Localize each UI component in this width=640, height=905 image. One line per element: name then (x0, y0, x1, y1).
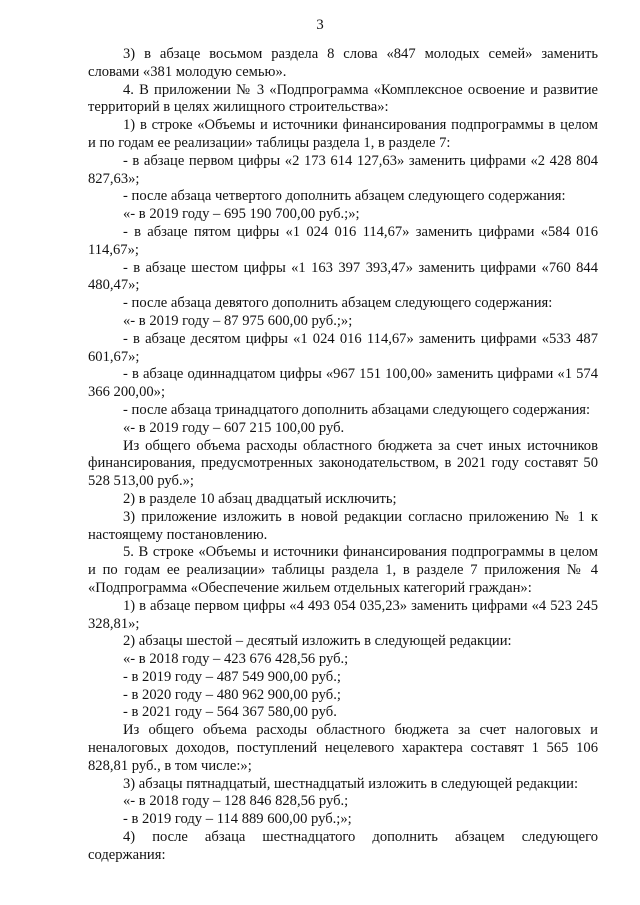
paragraph: 2) в разделе 10 абзац двадцатый исключить; (123, 490, 397, 507)
paragraph: «- в 2018 году – 128 846 828,56 руб.; (123, 793, 349, 810)
paragraph: «- в 2018 году – 423 676 428,56 руб.; (123, 651, 349, 668)
paragraph: 3) в абзаце восьмом раздела 8 слова «847 молодых семей» заменить словами «381 молодую семью». (88, 46, 598, 80)
page-number: 3 (316, 17, 324, 33)
paragraph: - в абзаце шестом цифры «1 163 397 393,47» заменить цифрами «760 844 480,47»; (88, 259, 598, 294)
document-body (88, 46, 598, 865)
paragraph: - после абзаца тринадцатого дополнить абзацами следующего содержания: (123, 401, 591, 418)
paragraph: 4. В приложении № 3 «Подпрограмма «Комплексное освоение и развитие территорий в целях жилищного строительства»: (88, 81, 598, 116)
paragraph: 1) в абзаце первом цифры «4 493 054 035,23» заменить цифрами «4 523 245 328,81»; (88, 597, 598, 632)
paragraph: Из общего объема расходы областного бюджета за счет налоговых и неналоговых доходов, поступлений нецелевого характера составят 1 565 106 828,81 руб., в том числе:»; (88, 722, 598, 774)
paragraph: - в абзаце пятом цифры «1 024 016 114,67» заменить цифрами «584 016 114,67»; (88, 223, 598, 258)
paragraph: - в 2019 году – 114 889 600,00 руб.;»; (123, 811, 352, 828)
paragraph: «- в 2019 году – 607 215 100,00 руб. (123, 419, 345, 436)
paragraph: 2) абзацы шестой – десятый изложить в следующей редакции: (123, 633, 512, 650)
paragraph: 3) абзацы пятнадцатый, шестнадцатый изложить в следующей редакции: (123, 775, 579, 792)
paragraph: - в абзаце десятом цифры «1 024 016 114,67» заменить цифрами «533 487 601,67»; (88, 330, 598, 365)
paragraph: - после абзаца девятого дополнить абзацем следующего содержания: (123, 295, 553, 312)
paragraph: - в абзаце одиннадцатом цифры «967 151 100,00» заменить цифрами «1 574 366 200,00»; (88, 366, 598, 401)
paragraph: 3) приложение изложить в новой редакции согласно приложению № 1 к настоящему постановлению. (88, 508, 598, 543)
paragraph: 5. В строке «Объемы и источники финансирования подпрограммы в целом и по годам ее реализации» таблицы раздела 1, в разделе 7 приложения № 4 «Подпрограмма «Обеспечение жильем отдельных категорий граждан»: (88, 544, 598, 596)
paragraph: «- в 2019 году – 695 190 700,00 руб.;»; (123, 206, 360, 223)
paragraph: 4) после абзаца шестнадцатого дополнить абзацем следующего содержания: (88, 829, 598, 863)
paragraph: - в 2020 году – 480 962 900,00 руб.; (123, 686, 341, 703)
paragraph: - в 2019 году – 487 549 900,00 руб.; (123, 668, 341, 685)
paragraph: 1) в строке «Объемы и источники финансирования подпрограммы в целом и по годам ее реализации» таблицы раздела 1, в разделе 7: (88, 117, 598, 151)
paragraph: - в абзаце первом цифры «2 173 614 127,63» заменить цифрами «2 428 804 827,63»; (88, 152, 598, 187)
paragraph: Из общего объема расходы областного бюджета за счет иных источников финансирования, предусмотренных законодательством, в 2021 году составят 50 528 513,00 руб.»; (88, 437, 598, 490)
paragraph: - после абзаца четвертого дополнить абзацем следующего содержания: (123, 188, 566, 205)
paragraph: «- в 2019 году – 87 975 600,00 руб.;»; (123, 312, 353, 329)
paragraph: - в 2021 году – 564 367 580,00 руб. (123, 704, 337, 721)
